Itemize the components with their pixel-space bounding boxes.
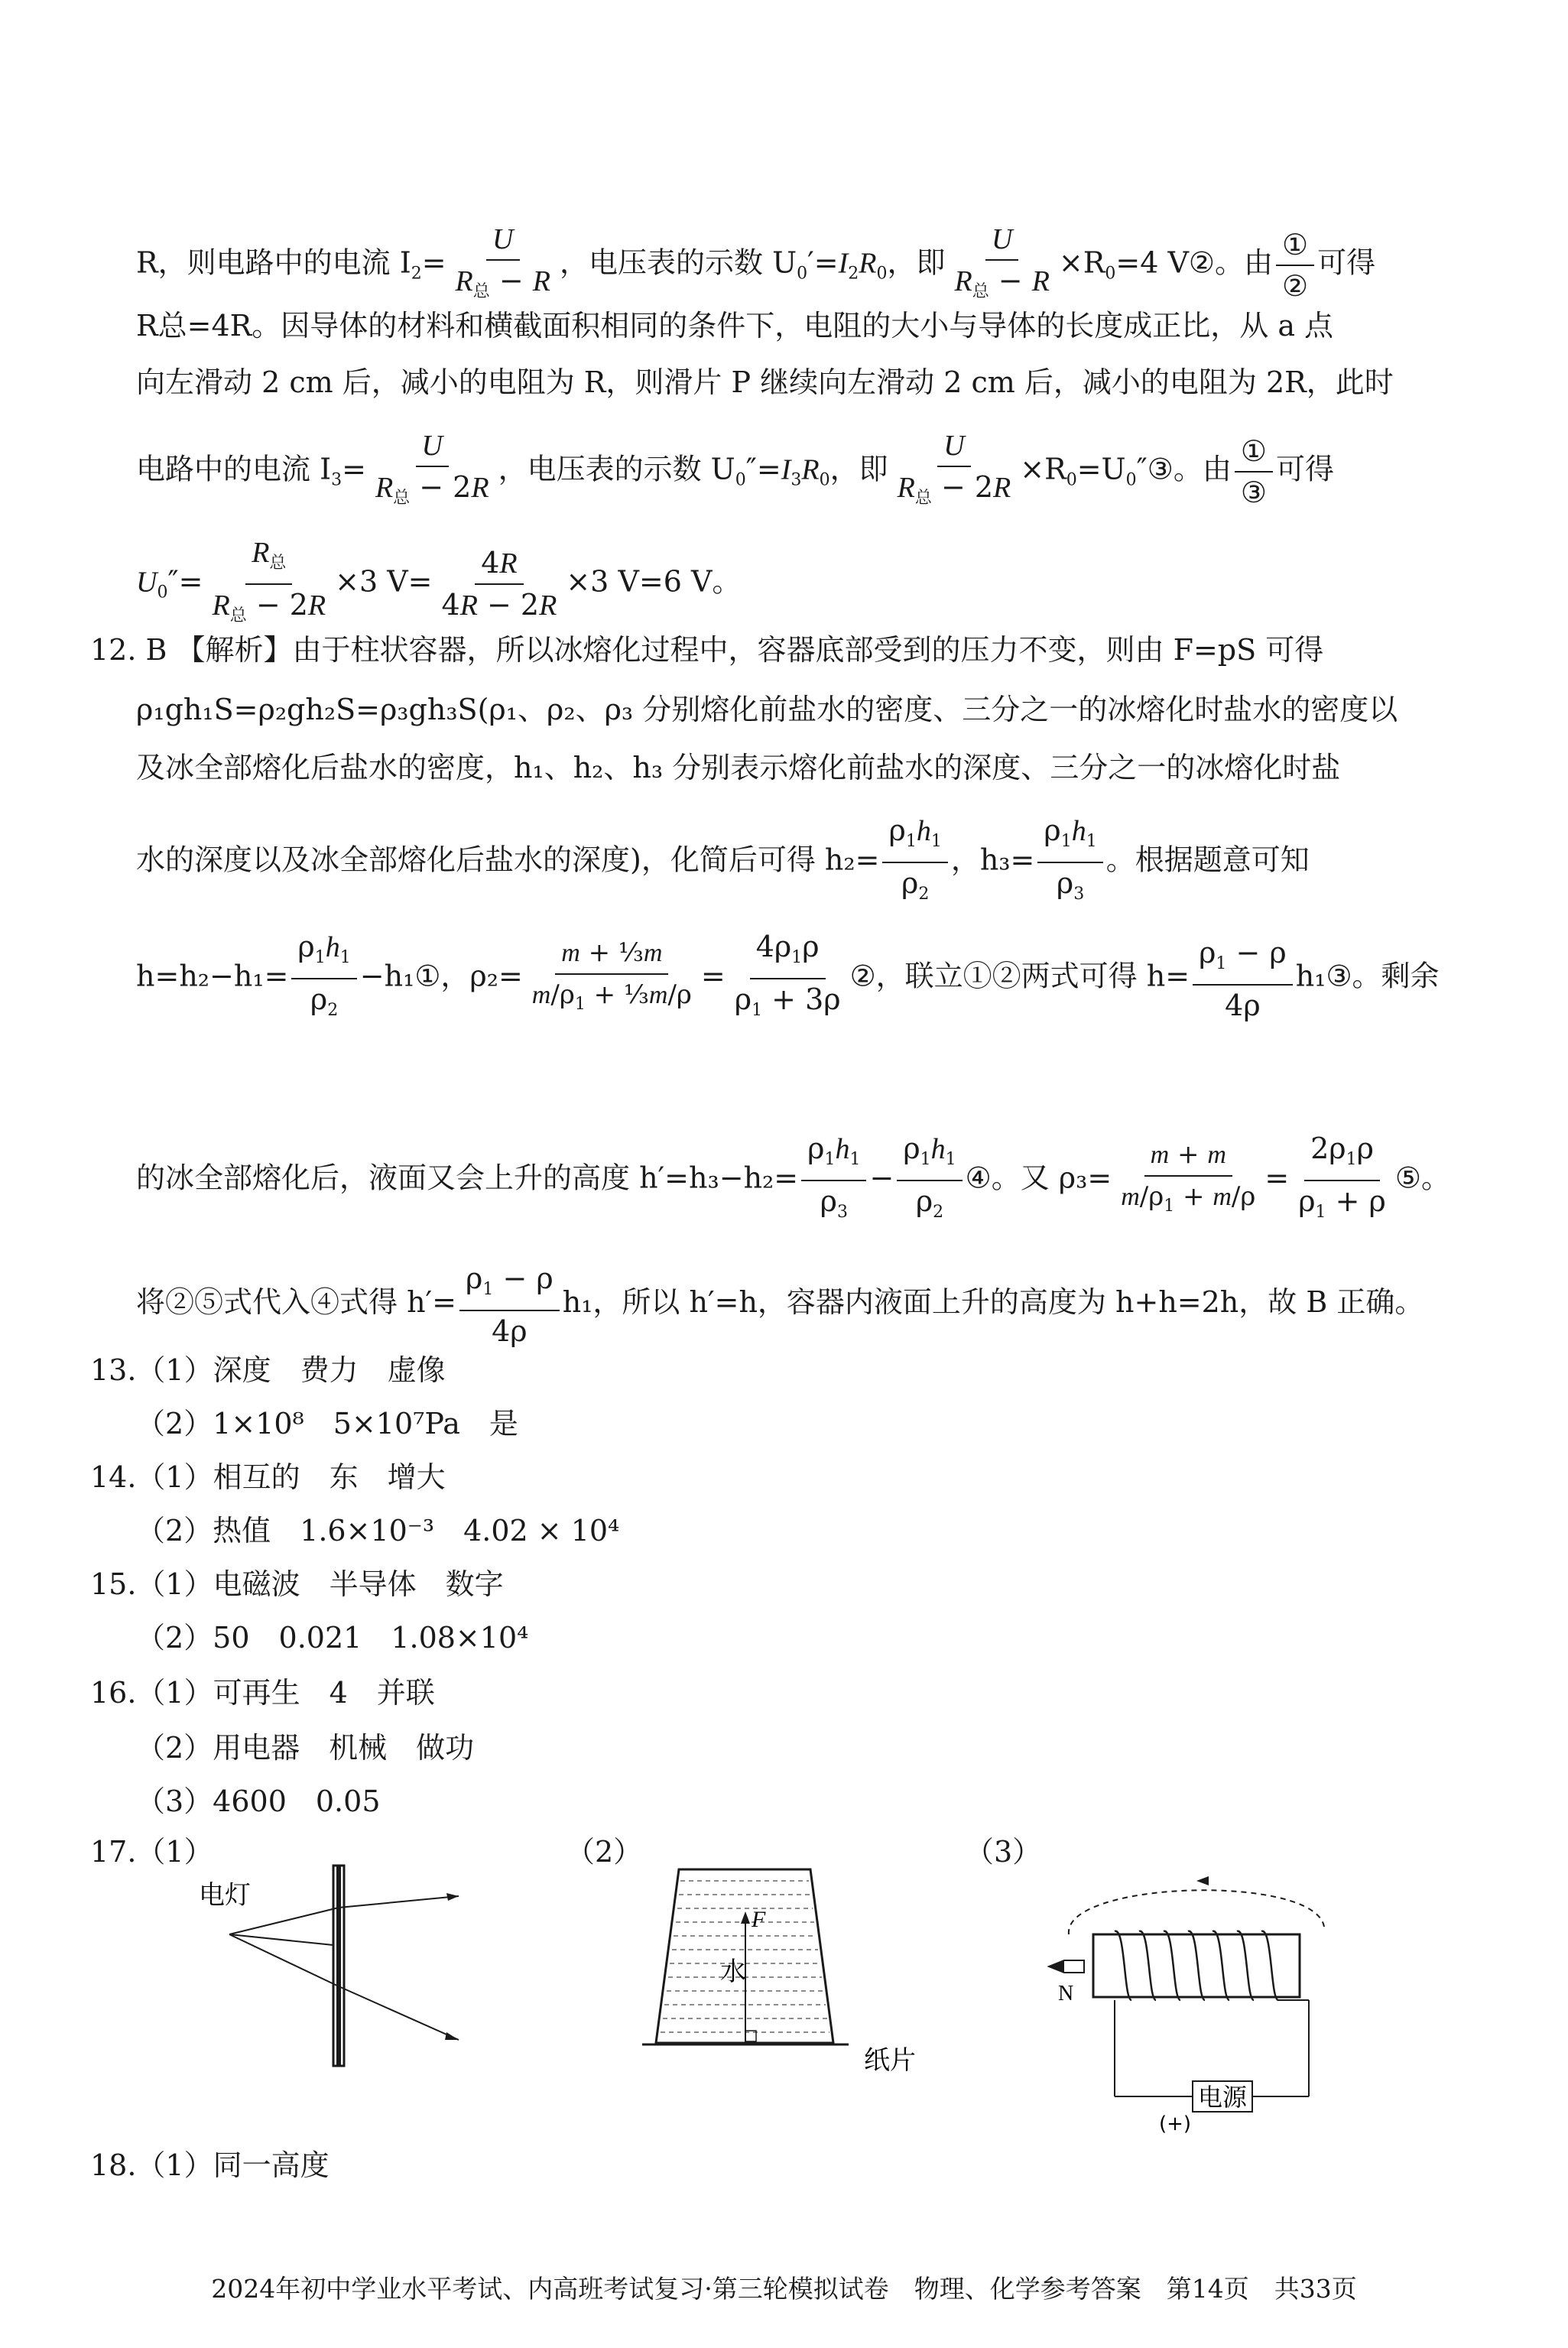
q12-line-1: 12. B 【解析】由于柱状容器，所以冰熔化过程中，容器底部受到的压力不变，则由 F=pS 可得: [90, 633, 1324, 667]
north-label: N: [1058, 1982, 1074, 2005]
q15-line-2: （2）50 0.021 1.08×10⁴: [136, 1621, 529, 1655]
text-span: ③。由: [1147, 452, 1232, 486]
fraction: $\frac{\text{①}}{\text{③}}$: [1235, 434, 1273, 509]
q12-line-3: 及冰全部熔化后盐水的密度，h₁、h₂、h₃ 分别表示熔化前盐水的深度、三分之一的冰熔化时盐: [136, 751, 1341, 784]
q15-line-1: 15.（1）电磁波 半导体 数字: [90, 1567, 504, 1601]
text-span: ⑤。: [1394, 1161, 1450, 1195]
q12-line-4: [136, 814, 1310, 911]
text-span: ，电压表的示数 U: [560, 245, 797, 280]
arrow-head: [446, 1893, 459, 1901]
q12-line-6: 的冰全部熔化后，液面又会上升的高度 h′=h₃−h₂= $\frac{\rho_1h_1}{\rho_3}$ − $\frac{\rho_1h_1}{\rho_2}$ ④。又 ρ₃= $\frac{m + m}{m/\rho_1 + m/\rho}$ = $\frac{2\rho_1\rho}{\rho_1 + \rho}$ ⑤。: [136, 1132, 1450, 1229]
q17-label-2: （2）: [566, 1835, 643, 1869]
text-span: ×R: [1058, 245, 1105, 280]
text-span: −h₁①，ρ₂=: [359, 959, 523, 993]
page-footer: 2024年初中学业水平考试、内高班考试复习·第三轮模拟试卷 物理、化学参考答案 第14页 共33页: [211, 2274, 1357, 2304]
text-span: 可得: [1275, 452, 1334, 486]
q13-line-2: （2）1×10⁸ 5×10⁷Pa 是: [136, 1407, 518, 1440]
arrow-head: [1196, 1876, 1209, 1885]
text-span: 电路中的电流 I: [136, 452, 332, 486]
fraction: $\frac{m + m}{m/\rho_1 + m/\rho}$: [1121, 1139, 1256, 1216]
fraction: $\frac{\text{m + ⅓m}}{m/\rho_1 + \frac{1}{3}m/\rho}$: [531, 937, 692, 1014]
fraction: $\frac{\rho_1h_1}{\rho_3}$: [1037, 814, 1102, 911]
arrow-head: [445, 2032, 459, 2040]
text-span: 可得: [1317, 245, 1376, 280]
text-span: h₁，所以 h′=h，容器内液面上升的高度为 h+h=2h，故 B 正确。: [562, 1285, 1424, 1319]
paper-label: 纸片: [864, 2045, 916, 2076]
text-span: h=h₂−h₁=: [136, 959, 289, 993]
text-span: ×3 V=: [335, 564, 433, 599]
q17-label-3: （3）: [965, 1835, 1042, 1869]
lamp-label: 电灯: [199, 1880, 251, 1911]
q18-line-1: 18.（1）同一高度: [90, 2148, 330, 2182]
compass-needle-north: [1049, 1960, 1064, 1973]
ray-2: [229, 1934, 339, 1986]
q14-line-1: 14.（1）相互的 东 增大: [90, 1460, 446, 1494]
q16-line-2: （2）用电器 机械 做功: [136, 1731, 475, 1765]
text-span: ，即: [829, 452, 888, 486]
text-span: 水的深度以及冰全部熔化后盐水的深度)，化简后可得 h₂=: [136, 843, 880, 877]
text-span: 。根据题意可知: [1105, 843, 1310, 877]
solution-line-3: 向左滑动 2 cm 后，减小的电阻为 R，则滑片 P 继续向左滑动 2 cm 后，减小的电阻为 2R，此时: [136, 365, 1394, 399]
q12-line-7: [136, 1262, 1424, 1348]
water-label: 水: [720, 1957, 746, 1987]
text-span: ②，联立①②两式可得 h=: [849, 959, 1190, 993]
field-line: [1069, 1890, 1324, 1934]
fraction: $\frac{4R}{4R - 2R}$: [441, 546, 557, 622]
fraction: $\frac{R_总}{R_总 - 2R}$: [212, 537, 326, 625]
fraction: $\frac{\text{①}}{\text{②}}$: [1276, 228, 1314, 303]
plus-label: (+): [1159, 2113, 1192, 2135]
q12-line-5: h=h₂−h₁= $\frac{\rho_1h_1}{\rho_2}$ −h₁①，ρ₂= $\frac{\text{m + ⅓m}}{m/\rho_1 + \frac{1}{3}m/\rho}$ = $\frac{4\rho_1\rho}{\rho_1 + 3\rho}$ ②，联立①②两式可得 h= $\frac{\rho_1 - \rho}{4\rho}$ h₁③。剩余: [136, 930, 1440, 1028]
q14-line-2: （2）热值 1.6×10⁻³ 4.02 × 10⁴: [136, 1514, 620, 1547]
solution-line-1: R，则电路中的电流 $I_2=$ $\frac{U}{R_总 - R}$ ，电压表的示数 $U_0'=I_2R_0$，即 $\frac{U}{R_总 - R}$ $\times R_0=4$ V②。由 $\frac{\text{①}}{\text{②}}$ 可得: [136, 222, 1375, 309]
solution-line-2: R总=4R。因导体的材料和横截面积相同的条件下，电阻的大小与导体的长度成正比，从 a 点: [136, 309, 1334, 343]
text-span: ，电压表的示数 U: [498, 452, 735, 486]
fraction: $\frac{4\rho_1\rho}{\rho_1 + 3\rho}$: [734, 930, 841, 1020]
power-label: 电源: [1198, 2083, 1248, 2112]
fraction: $\frac{\rho_1h_1}{\rho_3}$: [801, 1132, 866, 1229]
solution-line-5: $U_0''=$ $\frac{R_总}{R_总 - 2R}$ ×3 V= $\frac{4R}{4R - 2R}$ ×3 V=6 V。: [136, 535, 741, 633]
fraction: $\frac{\rho_1h_1}{\rho_2}$: [882, 814, 947, 911]
fraction: $\frac{\rho_1 - \rho}{4\rho}$: [1193, 936, 1293, 1022]
ray-2-out: [339, 1986, 459, 2040]
text-span: ，即: [887, 245, 946, 280]
fraction: $\frac{U}{R_总 - R}$: [954, 223, 1050, 301]
text-span: 的冰全部熔化后，液面又会上升的高度 h′=h₃−h₂=: [136, 1161, 799, 1195]
text-span: ，h₃=: [950, 843, 1035, 877]
solution-line-4: 电路中的电流 $I_3=$ $\frac{U}{R_总 - 2R}$ ，电压表的示数 $U_0''=I_3R_0$，即 $\frac{U}{R_总 - 2R}$ $\times R_0=U_0''③$。由 $\frac{\text{①}}{\text{③}}$ 可得: [136, 428, 1334, 515]
fraction: $\frac{U}{R_总 - 2R}$: [897, 430, 1011, 508]
arrow-head: [741, 1911, 750, 1924]
text-span: ④。又 ρ₃=: [965, 1161, 1112, 1195]
coil-turns: [1115, 1931, 1278, 2000]
q13-line-1: 13.（1）深度 费力 虚像: [90, 1353, 446, 1387]
fraction: $\frac{U}{R_总 - 2R}$: [375, 430, 489, 508]
text-span: =4 V②。由: [1115, 245, 1273, 280]
force-label: F: [752, 1907, 766, 1932]
q12-line-2: ρ₁gh₁S=ρ₂gh₂S=ρ₃gh₃S(ρ₁、ρ₂、ρ₃ 分别熔化前盐水的密度、三分之一的冰熔化时盐水的密度以: [136, 693, 1398, 726]
fraction: $\frac{2\rho_1\rho}{\rho_1 + \rho}$: [1298, 1132, 1386, 1222]
text-span: R，则电路中的电流 I: [136, 245, 411, 280]
figure-solenoid: [1009, 1850, 1361, 2135]
figure-lamp-mirror: [183, 1866, 505, 2072]
ray-1-out: [339, 1896, 459, 1908]
text-span: ×3 V=6 V。: [566, 564, 742, 599]
q17-label-1: 17.（1）: [90, 1835, 213, 1869]
fraction: $\frac{\rho_1h_1}{\rho_2}$: [291, 930, 356, 1028]
ray-1: [229, 1908, 339, 1934]
fraction: $\frac{\rho_1 - \rho}{4\rho}$: [459, 1262, 560, 1348]
q16-line-1: 16.（1）可再生 4 并联: [90, 1676, 435, 1710]
q16-line-3: （3）4600 0.05: [136, 1785, 381, 1818]
text-span: 将②⑤式代入④式得 h′=: [136, 1285, 457, 1319]
text-span: ×R: [1020, 452, 1066, 486]
fraction: $\frac{U}{R_总 - R}$: [455, 223, 550, 301]
fraction: $\frac{\rho_1h_1}{\rho_2}$: [897, 1132, 962, 1229]
text-span: =U: [1076, 452, 1126, 486]
figure-water-cup: [596, 1866, 933, 2076]
ray-3: [229, 1934, 333, 1945]
text-span: h₁③。剩余: [1295, 959, 1440, 993]
